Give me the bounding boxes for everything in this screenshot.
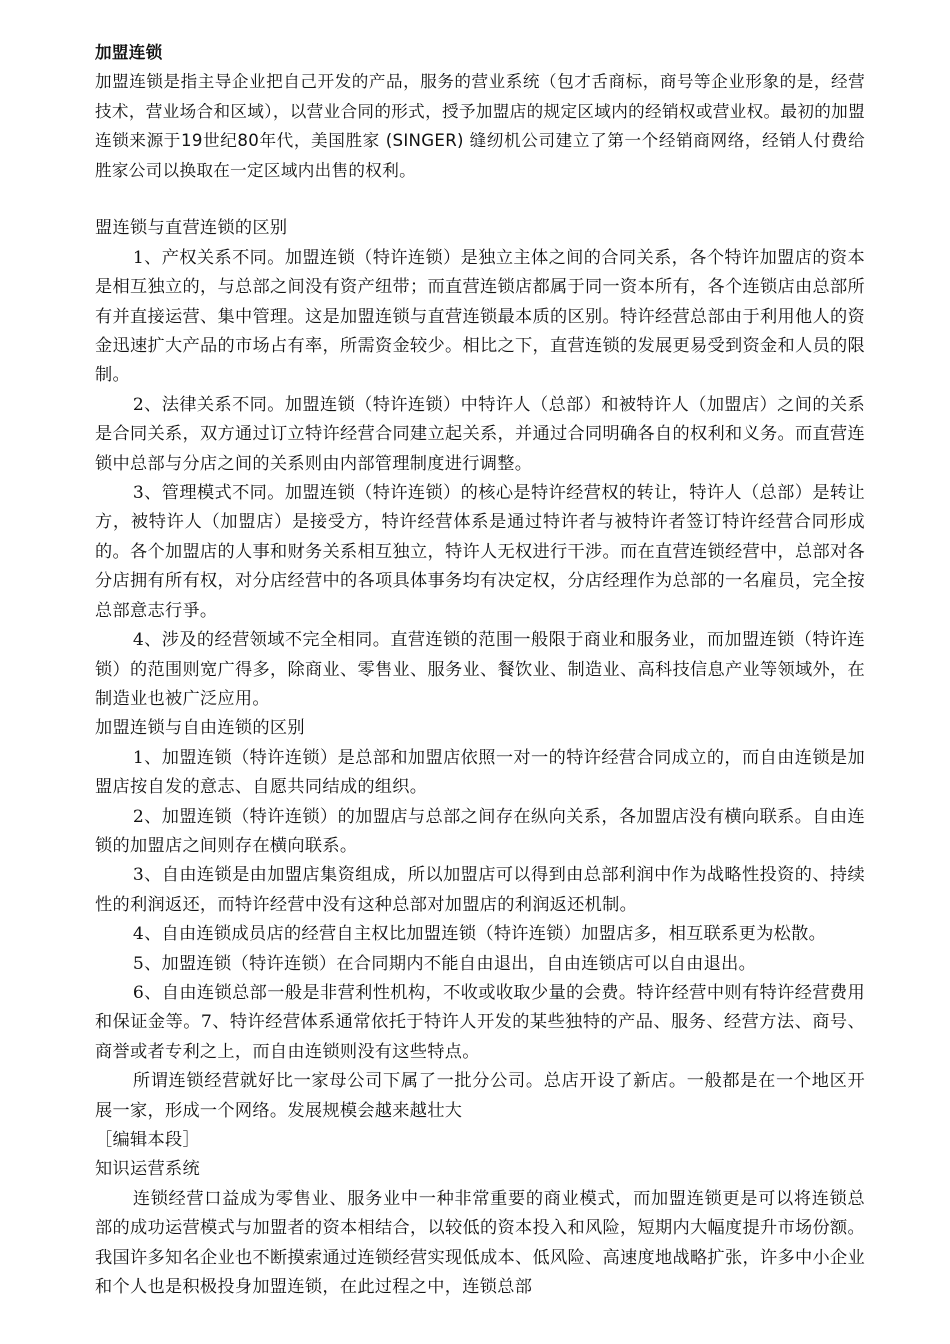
- paragraph: 连锁经营口益成为零售业、服务业中一种非常重要的商业模式，而加盟连锁更是可以将连锁总部的成功运营模式与加盟者的资本相结合，以较低的资本投入和风险，短期内大幅度提升市场份额。我国许多知名企业也不断摸索通过连锁经营实现低成本、低风险、高速度地战略扩张，许多中小企业和个人也是积极投身加盟连锁，在此过程之中，连锁总部: [95, 1188, 865, 1298]
- paragraph: 2、加盟连锁（特许连锁）的加盟店与总部之间存在纵向关系，各加盟店没有横向联系。自由连锁的加盟店之间则存在横向联系。: [95, 806, 865, 856]
- document-title: 加盟连锁: [95, 43, 163, 62]
- edit-section-link[interactable]: ［编辑本段］: [95, 1130, 200, 1151]
- paragraph: 4、自由连锁成员店的经营自主权比加盟连锁（特许连锁）加盟店多，相互联系更为松散。: [132, 924, 827, 945]
- document-page: [95, 38, 865, 1302]
- paragraph: 4、涉及的经营领域不完全相同。直营连锁的范围一般限于商业和服务业，而加盟连锁（特许连锁）的范围则宽广得多，除商业、零售业、服务业、餐饮业、制造业、高科技信息产业等领域外，在制造业也被广泛应用。: [95, 630, 865, 709]
- intro-paragraph: 加盟连锁是指主导企业把自己开发的产品，服务的营业系统（包才舌商标，商号等企业形象的是，经营技术，营业场合和区域），以营业合同的形式，授予加盟店的规定区域内的经销权或营业权。最初的加盟连锁来源于19世纪80年代，美国胜家 (SINGER) 缝纫机公司建立了第一个经销商网络，经销人付费给胜家公司以换取在一定区域内出售的权利。: [95, 72, 865, 180]
- paragraph: 1、产权关系不同。加盟连锁（特许连锁）是独立主体之间的合同关系，各个特许加盟店的资本是相互独立的，与总部之间没有资产纽带；而直营连锁店都属于同一资本所有，各个连锁店由总部所有并直接运营、集中管理。这是加盟连锁与直营连锁最本质的区别。特许经营总部由于利用他人的资金迅速扩大产品的市场占有率，所需资金较少。相比之下，直营连锁的发展更易受到资金和人员的限制。: [95, 247, 865, 386]
- paragraph: 6、自由连锁总部一般是非营利性机构，不收或收取少量的会费。特许经营中则有特许经营费用和保证金等。7、特许经营体系通常依托于特许人开发的某些独特的产品、服务、经营方法、商号、商誉或者专利之上，而自由连锁则没有这些特点。: [95, 982, 865, 1062]
- paragraph: 5、加盟连锁（特许连锁）在合同期内不能自由退出，自由连锁店可以自由退出。: [132, 953, 757, 974]
- paragraph: 1、加盟连锁（特许连锁）是总部和加盟店依照一对一的特许经营合同成立的，而自由连锁是加盟店按自发的意志、自愿共同结成的组织。: [95, 747, 865, 798]
- paragraph: 所谓连锁经营就好比一家母公司下属了一批分公司。总店开设了新店。一般都是在一个地区开展一家，形成一个网络。发展规模会越来越壮大: [95, 1071, 865, 1121]
- paragraph: 2、法律关系不同。加盟连锁（特许连锁）中特许人（总部）和被特许人（加盟店）之间的关系是合同关系，双方通过订立特许经营合同建立起关系，并通过合同明确各自的权利和义务。而直营连锁中总部与分店之间的关系则由内部管理制度进行调整。: [95, 394, 865, 474]
- section-heading-knowledge: 知识运营系统: [95, 1159, 200, 1180]
- blank-line: [95, 185, 865, 214]
- paragraph: 3、自由连锁是由加盟店集资组成，所以加盟店可以得到由总部利润中作为战略性投资的、持续性的利润返还，而特许经营中没有这种总部对加盟店的利润返还机制。: [95, 865, 865, 915]
- section-heading-direct: 盟连锁与直营连锁的区别: [95, 218, 288, 239]
- paragraph: 3、管理模式不同。加盟连锁（特许连锁）的核心是特许经营权的转让，特许人（总部）是转让方，被特许人（加盟店）是接受方，特许经营体系是通过特许者与被特许者签订特许经营合同形成的。各个加盟店的人事和财务关系相互独立，特许人无权进行干涉。而在直营连锁经营中，总部对各分店拥有所有权，对分店经营中的各项具体事务均有决定权，分店经理作为总部的一名雇员，完全按总部意志行爭。: [95, 483, 865, 621]
- section-heading-voluntary: 加盟连锁与自由连锁的区别: [95, 718, 305, 739]
